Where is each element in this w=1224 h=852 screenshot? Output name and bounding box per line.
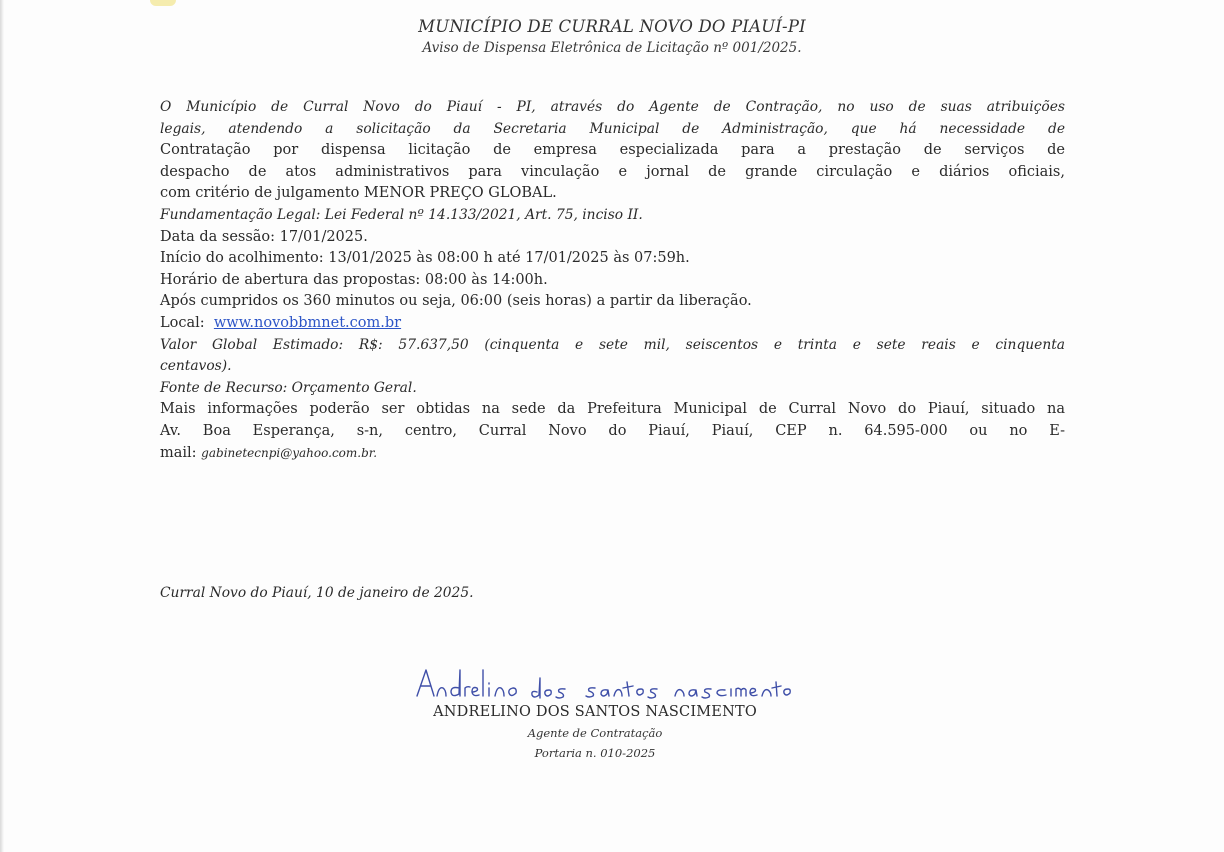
location-link[interactable]: www.novobbmnet.com.br [213, 314, 402, 331]
signatory-role: Agente de Contratação [527, 726, 663, 740]
header-title: MUNICÍPIO DE CURRAL NOVO DO PIAUÍ-PI [418, 17, 806, 36]
contact-info-line: Av. Boa Esperança, s-n, centro, Curral Novo do Piauí, Piauí, CEP n. 64.595-000 ou no E- [160, 422, 1065, 439]
opening-hours: Horário de abertura das propostas: 08:00 às 14:00h. [160, 271, 548, 288]
paragraph-line: despacho de atos administrativos para vinculação e jornal de grande circulação e diários oficiais, [160, 163, 1065, 180]
place-and-date: Curral Novo do Piauí, 10 de janeiro de 2025. [160, 585, 474, 601]
paragraph-line: legais, atendendo a solicitação da Secretaria Municipal de Administração, que há necessidade de [160, 120, 1065, 137]
scan-smudge [150, 0, 176, 6]
header-subtitle: Aviso de Dispensa Eletrônica de Licitação nº 001/2025. [422, 40, 802, 56]
paragraph-line: O Município de Curral Novo do Piauí - PI, através do Agente de Contração, no uso de suas atribuições [160, 99, 1065, 115]
email-label: mail: [160, 444, 197, 461]
estimated-value-line: Valor Global Estimado: R$: 57.637,50 (cinquenta e sete mil, seiscentos e trinta e sete reais e cinquenta [160, 336, 1065, 353]
signature-block [400, 704, 790, 764]
estimated-value-line: centavos). [160, 358, 232, 375]
legal-basis: Fundamentação Legal: Lei Federal nº 14.133/2021, Art. 75, inciso II. [160, 206, 643, 223]
document-header [0, 17, 1224, 60]
paragraph-line: Contratação por dispensa licitação de empresa especializada para a prestação de serviços de [160, 142, 1065, 159]
scan-edge [0, 0, 4, 852]
handwritten-signature [413, 662, 793, 710]
completion-note: Após cumpridos os 360 minutos ou seja, 06:00 (seis horas) a partir da liberação. [160, 293, 752, 310]
signatory-ordinance: Portaria n. 010-2025 [534, 746, 656, 760]
session-date: Data da sessão: 17/01/2025. [160, 228, 368, 245]
contact-info-line: Mais informações poderão ser obtidas na sede da Prefeitura Municipal de Curral Novo do Piauí, situado na [160, 401, 1065, 418]
notice-body [160, 97, 1065, 464]
reception-period: Início do acolhimento: 13/01/2025 às 08:00 h até 17/01/2025 às 07:59h. [160, 250, 690, 267]
location-line [160, 313, 1065, 335]
funding-source: Fonte de Recurso: Orçamento Geral. [160, 379, 417, 396]
contact-email-line [160, 443, 1065, 465]
signatory-name: ANDRELINO DOS SANTOS NASCIMENTO [433, 704, 757, 720]
email-address[interactable]: gabinetecnpi@yahoo.com.br. [201, 445, 378, 460]
location-label: Local: [160, 314, 205, 331]
paragraph-line: com critério de julgamento MENOR PREÇO GLOBAL. [160, 185, 557, 202]
